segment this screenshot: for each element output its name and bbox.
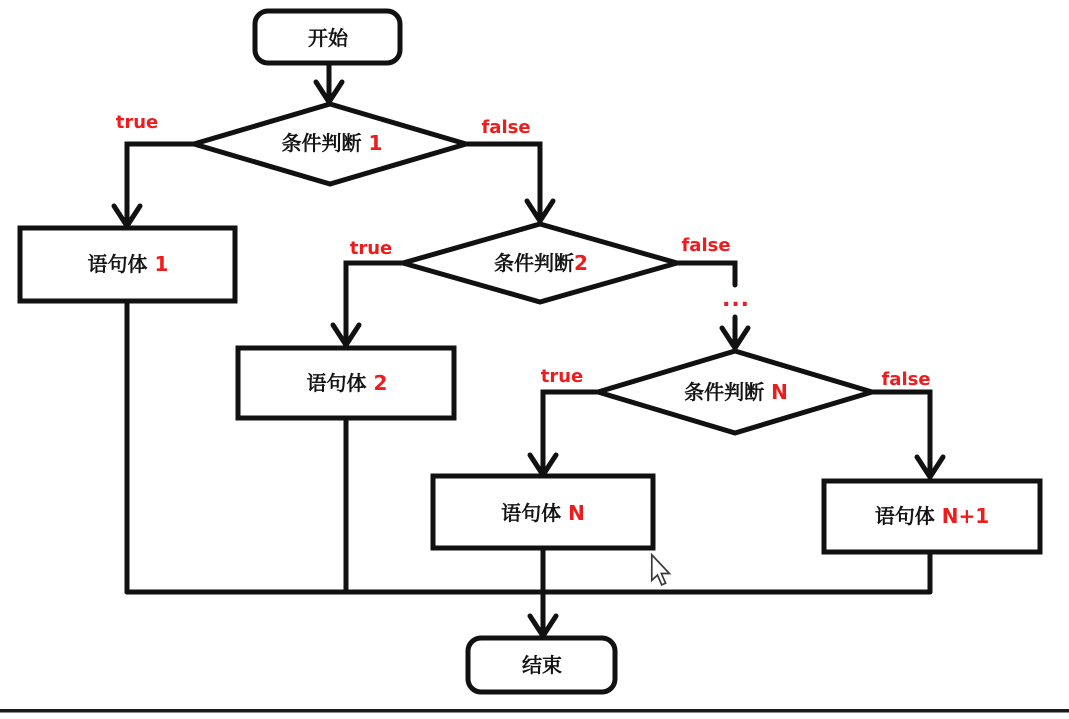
mouse-cursor-icon xyxy=(652,555,670,585)
decision-2-number: 2 xyxy=(574,251,588,275)
process-body-N-number: N xyxy=(561,501,585,525)
condN-false-label: false xyxy=(881,369,931,390)
decision-1-label xyxy=(282,133,383,153)
process-body-N1-text: 语句体 xyxy=(874,504,935,528)
process-body-N-label xyxy=(501,503,585,523)
edge-cond2-false-upper xyxy=(677,263,735,285)
process-body-N1-number: N+1 xyxy=(934,504,990,528)
process-body-2-text: 语句体 xyxy=(306,371,367,395)
end-label: 结束 xyxy=(522,653,562,677)
decision-2-text: 条件判断 xyxy=(494,251,575,275)
bottom-divider xyxy=(0,709,1069,713)
decision-1-number: 1 xyxy=(361,131,383,155)
start-label: 开始 xyxy=(308,26,348,50)
process-body-N1-label xyxy=(875,506,989,526)
process-body-2-number: 2 xyxy=(366,371,388,395)
process-body-2-label xyxy=(307,373,388,393)
cond2-true-label: true xyxy=(349,238,393,259)
process-body-1-label xyxy=(88,254,169,274)
cond1-false-label: false xyxy=(481,117,531,138)
condN-true-label: true xyxy=(540,366,584,387)
process-body-N-text: 语句体 xyxy=(501,501,562,525)
cond1-true-label: true xyxy=(115,112,159,133)
decision-N-label xyxy=(684,382,788,402)
cond2-false-label: false xyxy=(681,235,731,256)
decision-1-text: 条件判断 xyxy=(281,131,362,155)
decision-2-label xyxy=(494,253,588,273)
decision-N-number: N xyxy=(764,380,788,404)
chain-ellipsis: ... xyxy=(721,287,751,312)
process-body-1-text: 语句体 xyxy=(87,252,148,276)
decision-N-text: 条件判断 xyxy=(684,380,765,404)
process-body-1-number: 1 xyxy=(147,252,169,276)
